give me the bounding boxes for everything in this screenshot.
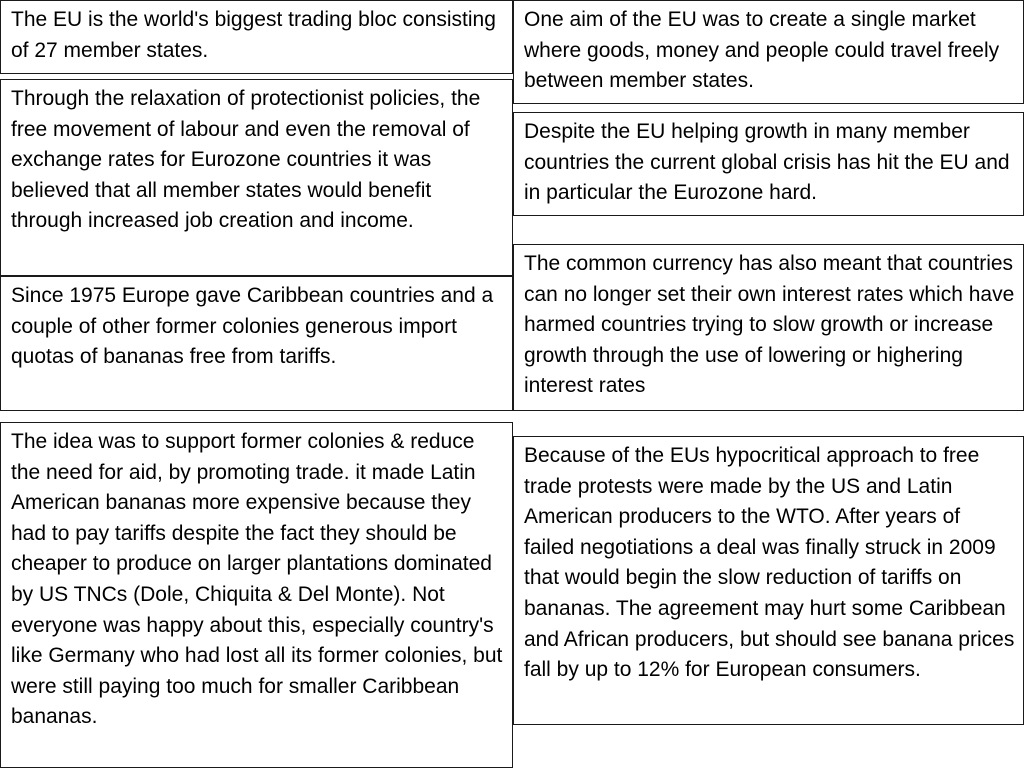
card-support-former-colonies <box>0 422 513 768</box>
card-wto-deal <box>513 436 1024 725</box>
card-eu-trading-bloc <box>0 0 513 74</box>
card-relaxation-of-protectionism <box>0 79 513 276</box>
card-single-market <box>513 0 1024 104</box>
card-common-currency <box>513 244 1024 411</box>
card-text: The idea was to support former colonies & reduce the need for aid, by promoting trade. it made Latin American bananas more expensive because they had to pay tariffs despite the fact they should be cheaper to produce on larger plantations dominated by US TNCs (Dole, Chiquita & Del Monte). Not everyone was happy about this, especially country's like Germany who had lost all its former colonies, but were still paying too much for smaller Caribbean bananas. <box>11 430 503 729</box>
card-global-crisis <box>513 112 1024 216</box>
card-text: Because of the EUs hypocritical approach to free trade protests were made by the US and Latin American producers to the WTO. After years of failed negotiations a deal was finally struck in 2009 that would begin the slow reduction of tariffs on bananas. The agreement may hurt some Caribbean and African producers, but should see banana prices fall by up to 12% for European consumers. <box>524 444 1015 682</box>
card-text: Through the relaxation of protectionist policies, the free movement of labour and even the removal of exchange rates for Eurozone countries it was believed that all member states would benefit through increased job creation and income. <box>11 87 481 233</box>
card-text: One aim of the EU was to create a single market where goods, money and people could travel freely between member states. <box>524 8 1000 93</box>
card-text: Since 1975 Europe gave Caribbean countries and a couple of other former colonies generous import quotas of bananas free from tariffs. <box>11 284 494 369</box>
card-text: The EU is the world's biggest trading bloc consisting of 27 member states. <box>11 8 496 62</box>
card-text: The common currency has also meant that countries can no longer set their own interest rates which have harmed countries trying to slow growth or increase growth through the use of lowering or highering interest rates <box>524 252 1015 398</box>
card-text: Despite the EU helping growth in many member countries the current global crisis has hit the EU and in particular the Eurozone hard. <box>524 120 1010 205</box>
card-banana-quotas <box>0 276 513 411</box>
